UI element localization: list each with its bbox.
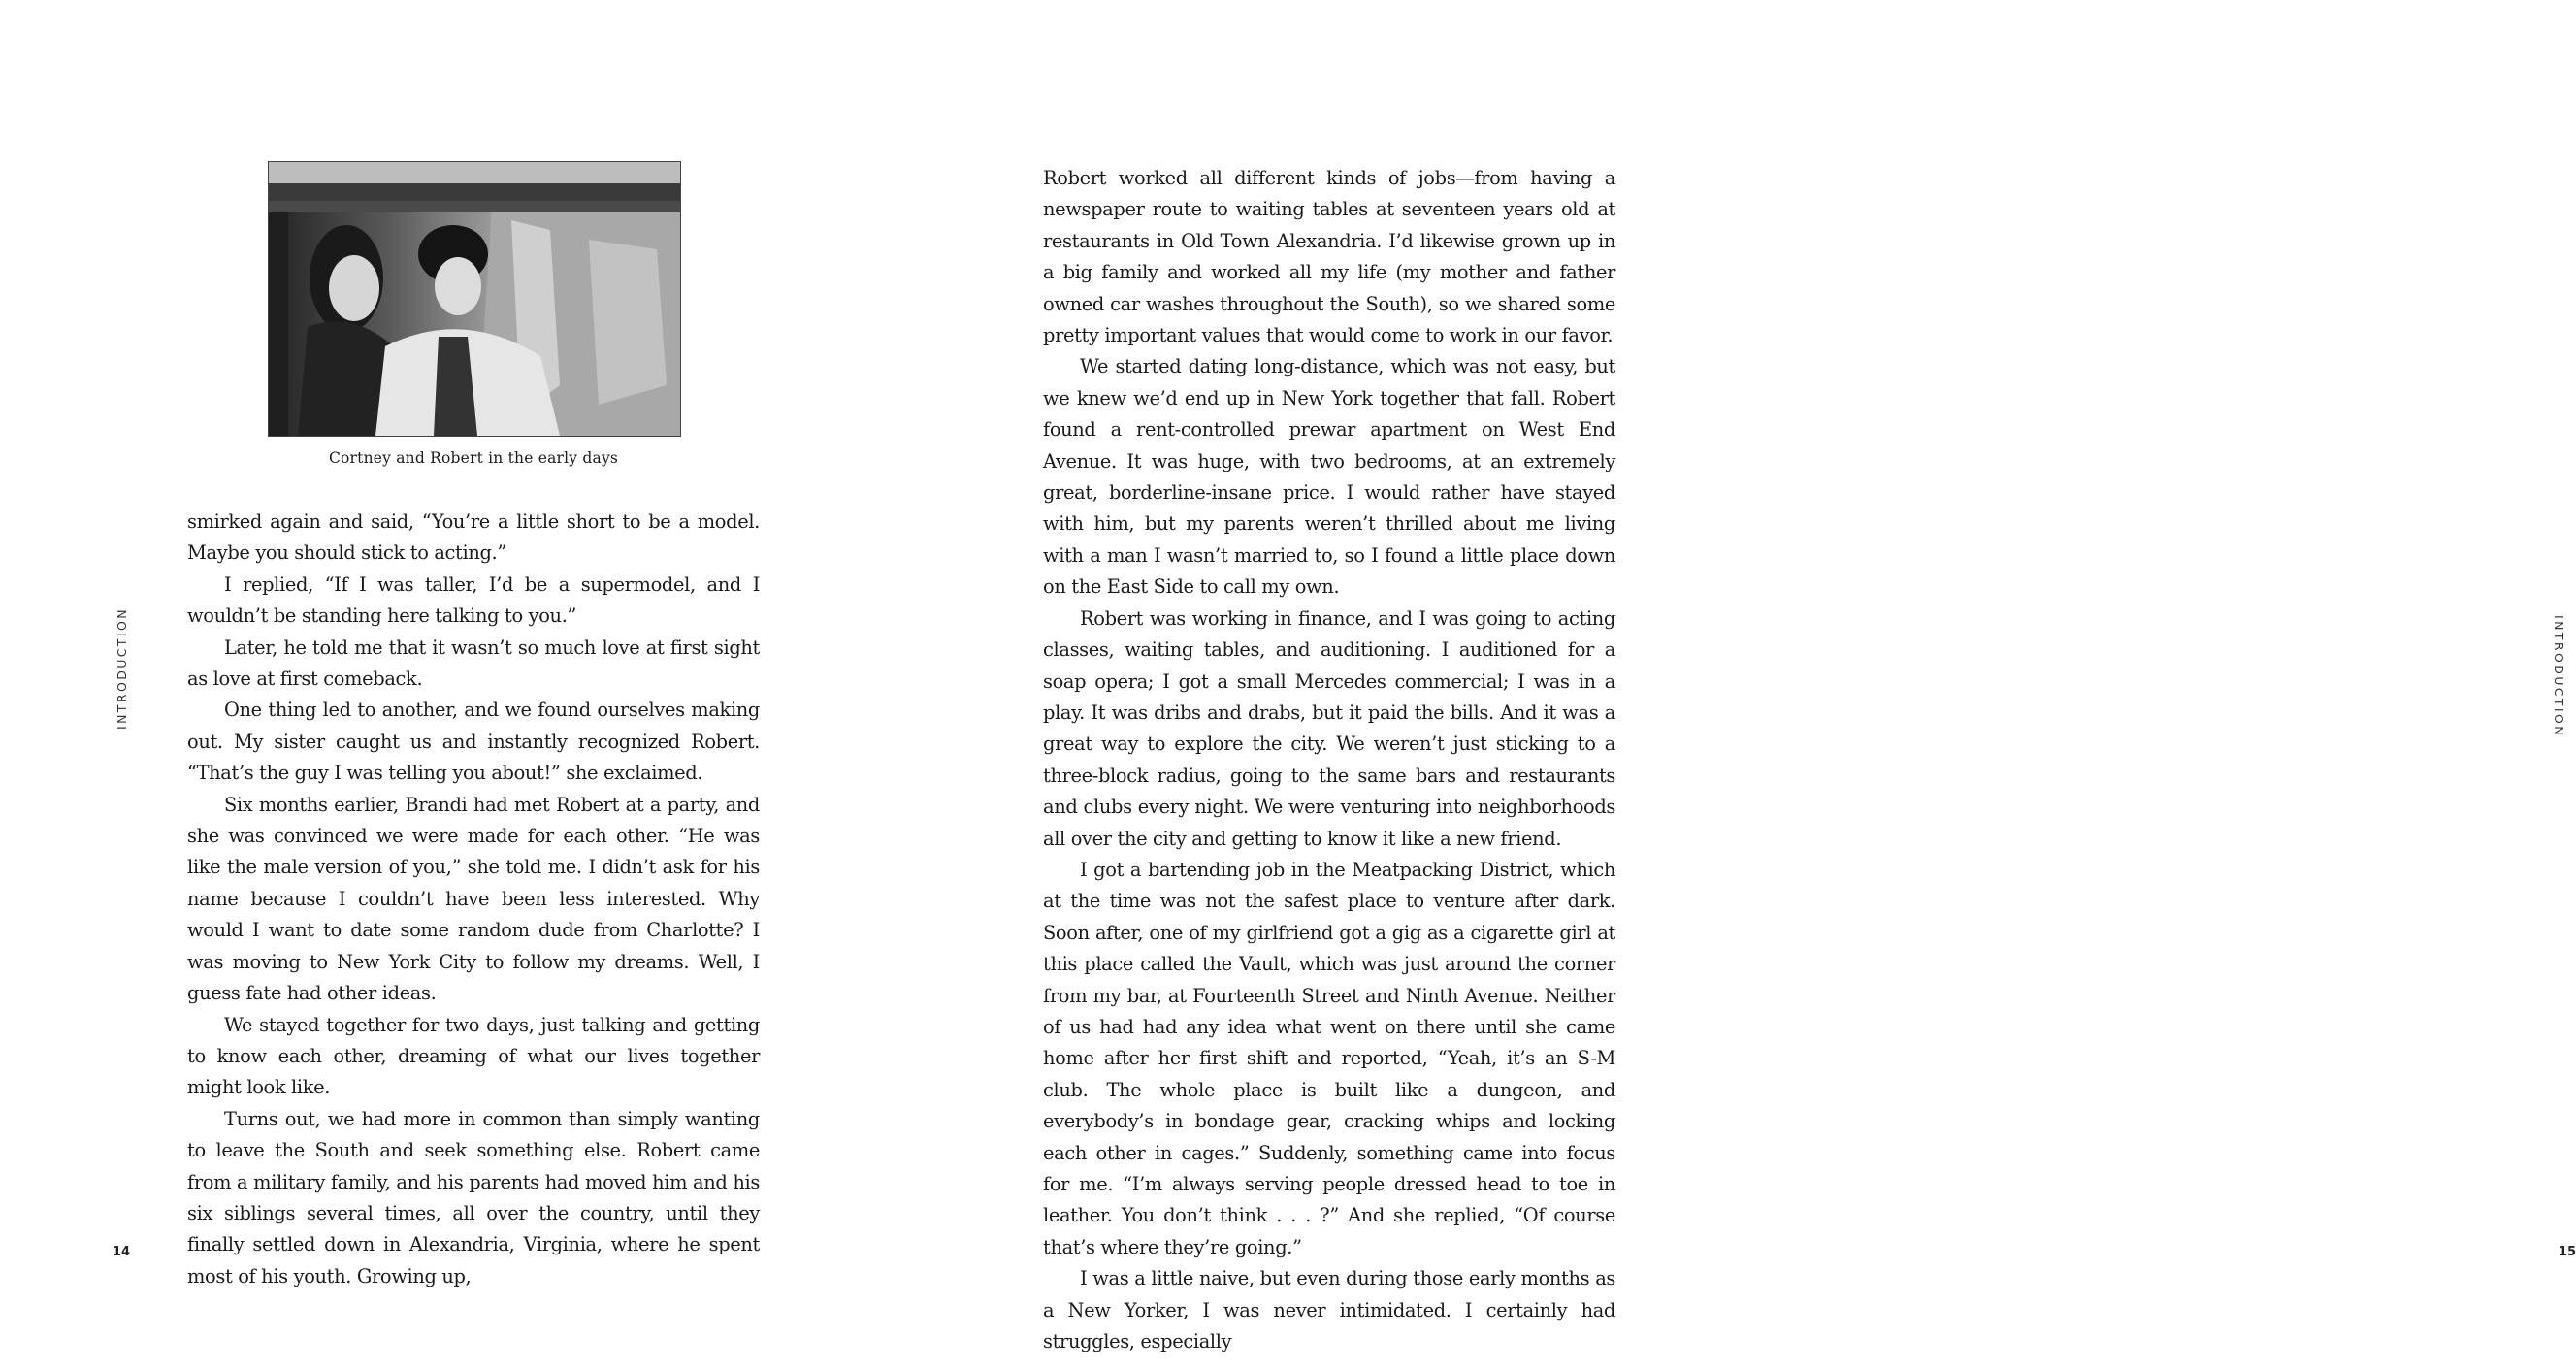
paragraph: Turns out, we had more in common than simply wanting to leave the South and seek something else. Robert came from a military family, and his parents had moved him and his six siblings several times, all over the country, until they finally settled down in Alexandria, Virginia, where he spent most of his youth. Growing up, [187,1107,760,1287]
paragraph: Robert worked all different kinds of jobs—from having a newspaper route to waiting tables at seventeen years old at restaurants in Old Town Alexandria. I’d likewise grown up in a big family and worked all my life (my mother and father owned car washes throughout the South), so we shared some pretty important values that would come to work in our favor. [1043,167,1615,347]
running-head: INTRODUCTION [114,606,129,730]
paragraph: Six months earlier, Brandi had met Robert at a party, and she was convinced we were made for each other. “He was like the male version of you,” she told me. I didn’t ask for his name because I couldn’t have been less interested. Why would I want to date some random dude from Charlotte? I was moving to New York City to follow my dreams. Well, I guess fate had other ideas. [187,793,760,1005]
paragraph: I was a little naive, but even during those early months as a New Yorker, I was never intimidated. I certainly had struggles, especially [1043,1267,1615,1353]
paragraph: Robert was working in finance, and I was going to acting classes, waiting tables, and auditioning. I auditioned for a soap opera; I got a small Mercedes commercial; I was in a play. It was dribs and drabs, but it paid the bills. And it was a great way to explore the city. We weren’t just sticking to a three-block radius, going to the same bars and restaurants and clubs every night. We were venturing into neighborhoods all over the city and getting to know it like a new friend. [1043,606,1615,850]
paragraph: I replied, “If I was taller, I’d be a supermodel, and I wouldn’t be standing here talking to you.” [187,572,760,628]
left-body-text [187,506,760,1292]
page-number: 15 [2559,1245,2576,1259]
paragraph: One thing led to another, and we found ourselves making out. My sister caught us and instantly recognized Robert. “That’s the guy I was telling you about!” she exclaimed. [187,699,760,785]
running-head: INTRODUCTION [2552,615,2566,738]
photo-caption: Cortney and Robert in the early days [328,449,619,467]
paragraph: I got a bartending job in the Meatpacking District, which at the time was not the safest place to venture after dark. Soon after, one of my girlfriend got a gig as a cigarette girl at this place called the Vault, which was just around the corner from my bar, at Fourteenth Street and Ninth Avenue. Neither of us had had any idea what went on there until she came home after her first shift and reported, “Yeah, it’s an S-M club. The whole place is built like a dungeon, and everybody’s in bondage gear, cracking whips and locking each other in cages.” Suddenly, something came into focus for me. “I’m always serving people dressed head to toe in leather. You don’t think . . . ?” And she replied, “Of course that’s where they’re going.” [1043,858,1615,1258]
paragraph: Later, he told me that it wasn’t so much love at first sight as love at first comeback. [187,635,760,691]
paragraph: We started dating long-distance, which was not easy, but we knew we’d end up in New York together that fall. Robert found a rent-controlled prewar apartment on West End Avenue. It was huge, with two bedrooms, at an extremely great, borderline-insane price. I would rather have stayed with him, but my parents weren’t thrilled about me living with a man I wasn’t married to, so I found a little place down on the East Side to call my own. [1043,355,1615,599]
photo-of-couple-in-car [268,161,681,437]
paragraph: We stayed together for two days, just talking and getting to know each other, dreaming of what our lives together might look like. [187,1013,760,1099]
paragraph: smirked again and said, “You’re a little short to be a model. Maybe you should stick to acting.” [187,510,760,565]
right-page [894,0,2576,1368]
page-number: 14 [113,1245,131,1259]
right-body-text [1043,163,1615,1357]
left-page [0,0,894,1368]
